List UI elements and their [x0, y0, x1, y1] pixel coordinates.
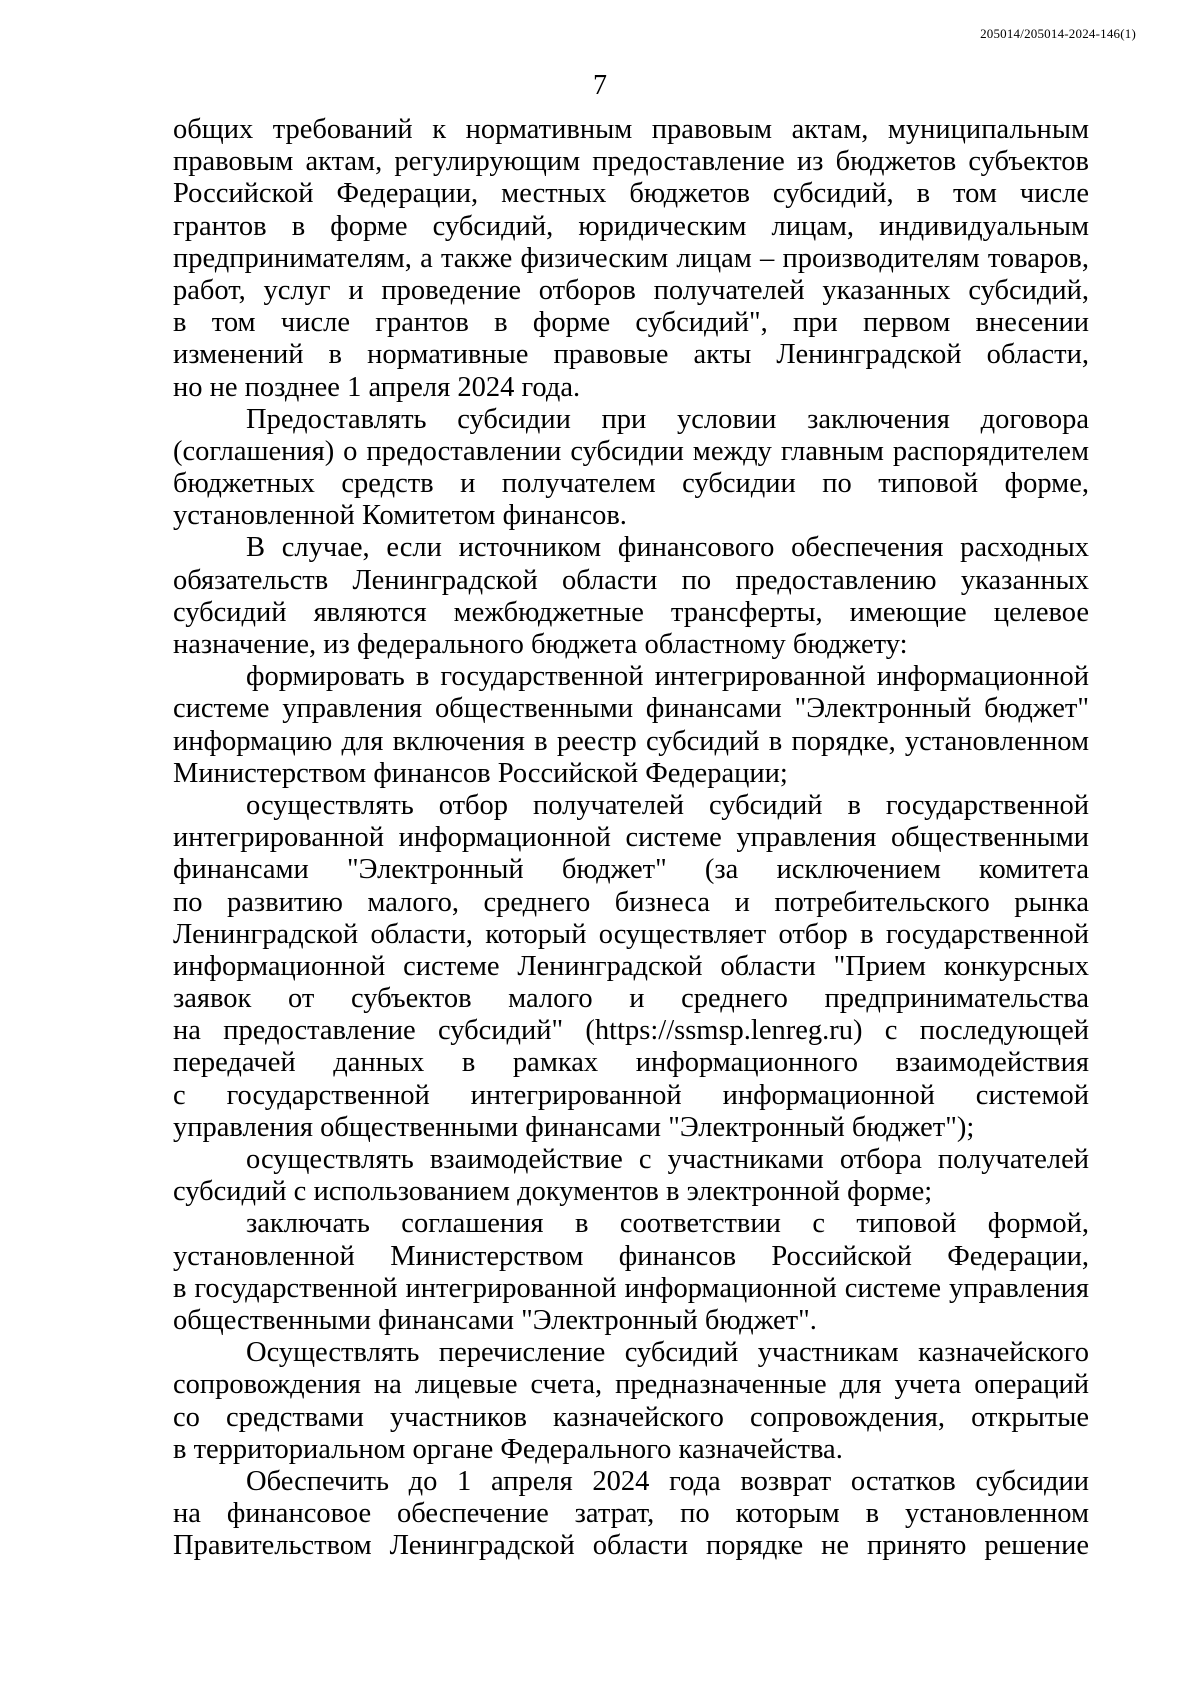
text-line: Ленинградской области, который осуществляет отбор в государственной: [173, 918, 1089, 950]
text-line: Российской Федерации, местных бюджетов субсидий, в том числе: [173, 178, 1089, 210]
text-line: работ, услуг и проведение отборов получателей указанных субсидий,: [173, 274, 1089, 306]
text-line: обязательств Ленинградской области по предоставлению указанных: [173, 564, 1089, 596]
text-line: бюджетных средств и получателем субсидии по типовой форме,: [173, 468, 1089, 500]
text-line: осуществлять отбор получателей субсидий в государственной: [246, 789, 1089, 821]
text-line: в государственной интегрированной информационной системе управления: [173, 1272, 1089, 1304]
text-line: Предоставлять субсидии при условии заключения договора: [246, 403, 1089, 435]
text-line: информационной системе Ленинградской области "Прием конкурсных: [173, 950, 1089, 982]
text-line: субсидий с использованием документов в электронной форме;: [173, 1176, 933, 1208]
text-line: предпринимателям, а также физическим лицам – производителям товаров,: [173, 242, 1089, 274]
document-id: 205014/205014-2024-146(1): [980, 26, 1136, 41]
text-line: Обеспечить до 1 апреля 2024 года возврат остатков субсидии: [246, 1465, 1089, 1497]
text-line: на предоставление субсидий" (https://ssmsp.lenreg.ru) с последующей: [173, 1015, 1089, 1047]
text-line: Министерством финансов Российской Федерации;: [173, 757, 788, 789]
text-line: системе управления общественными финансами "Электронный бюджет": [173, 693, 1089, 725]
document-body: [173, 114, 1089, 1562]
text-line: но не позднее 1 апреля 2024 года.: [173, 371, 581, 403]
text-line: грантов в форме субсидий, юридическим лицам, индивидуальным: [173, 210, 1089, 242]
text-line: формировать в государственной интегрированной информационной: [246, 661, 1089, 693]
text-line: общественными финансами "Электронный бюджет".: [173, 1304, 817, 1336]
page-number: 7: [593, 70, 607, 101]
text-line: (соглашения) о предоставлении субсидии между главным распорядителем: [173, 435, 1089, 467]
text-line: В случае, если источником финансового обеспечения расходных: [246, 532, 1089, 564]
text-line: осуществлять взаимодействие с участниками отбора получателей: [246, 1144, 1089, 1175]
text-line: назначение, из федерального бюджета областному бюджету:: [173, 629, 908, 660]
text-line: Правительством Ленинградской области порядке не принято решение: [173, 1530, 1089, 1562]
text-line: с государственной интегрированной информационной системой: [173, 1079, 1089, 1111]
text-line: по развитию малого, среднего бизнеса и потребительского рынка: [173, 886, 1089, 918]
text-line: субсидий являются межбюджетные трансферты, имеющие целевое: [173, 596, 1089, 628]
text-line: со средствами участников казначейского сопровождения, открытые: [173, 1401, 1089, 1433]
text-line: изменений в нормативные правовые акты Ленинградской области,: [173, 339, 1089, 371]
text-line: установленной Министерством финансов Российской Федерации,: [173, 1240, 1089, 1272]
text-line: сопровождения на лицевые счета, предназначенные для учета операций: [173, 1369, 1089, 1401]
text-line: правовым актам, регулирующим предоставление из бюджетов субъектов: [173, 146, 1089, 178]
text-line: в том числе грантов в форме субсидий", при первом внесении: [173, 307, 1089, 339]
text-line: информацию для включения в реестр субсидий в порядке, установленном: [173, 725, 1089, 757]
text-line: передачей данных в рамках информационного взаимодействия: [173, 1047, 1089, 1079]
text-line: общих требований к нормативным правовым актам, муниципальным: [173, 114, 1089, 145]
text-line: установленной Комитетом финансов.: [173, 500, 627, 532]
text-line: финансами "Электронный бюджет" (за исключением комитета: [173, 854, 1089, 886]
text-line: Осуществлять перечисление субсидий участникам казначейского: [246, 1337, 1089, 1369]
text-line: заключать соглашения в соответствии с типовой формой,: [246, 1208, 1089, 1240]
text-line: в территориальном органе Федерального казначейства.: [173, 1433, 843, 1465]
text-line: на финансовое обеспечение затрат, по которым в установленном: [173, 1498, 1089, 1530]
text-line: заявок от субъектов малого и среднего предпринимательства: [173, 983, 1089, 1015]
text-line: управления общественными финансами "Электронный бюджет");: [173, 1111, 975, 1143]
text-line: интегрированной информационной системе управления общественными: [173, 822, 1089, 854]
